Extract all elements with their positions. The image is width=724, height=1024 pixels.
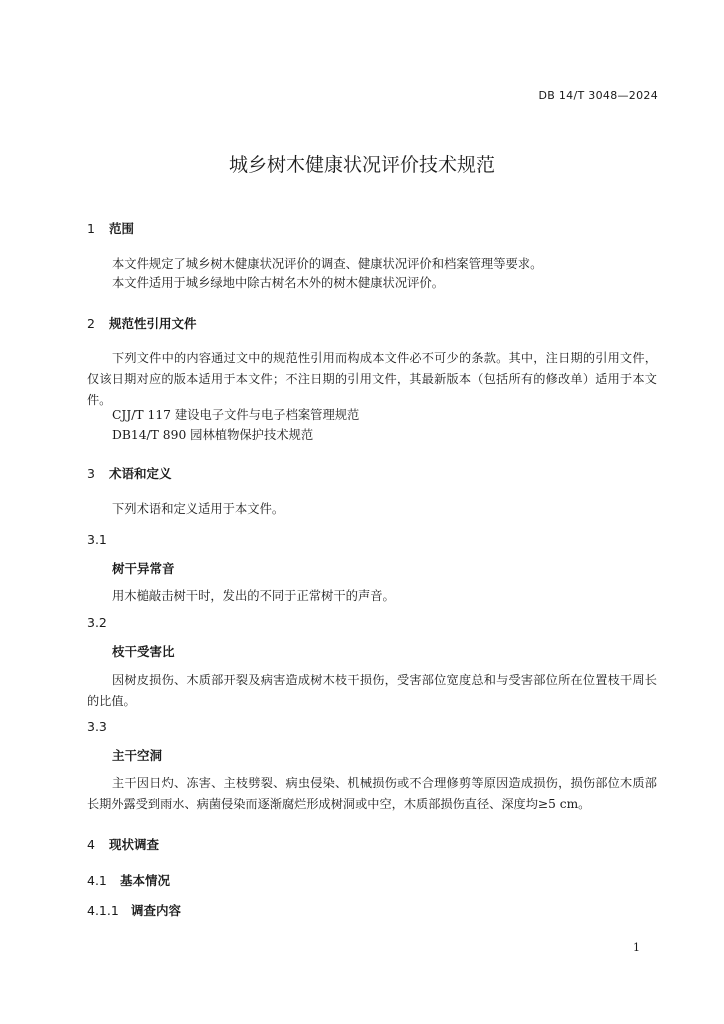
term-3-1-number: 3.1 <box>87 532 107 547</box>
document-title: 城乡树木健康状况评价技术规范 <box>228 154 495 176</box>
section-4-label: 现状调查 <box>109 837 160 852</box>
section-4-1-number: 4.1 <box>87 873 107 888</box>
page-number: 1 <box>633 941 640 954</box>
section-1-number: 1 <box>87 221 95 236</box>
section-3-label: 术语和定义 <box>109 466 172 481</box>
term-3-2-name: 枝干受害比 <box>112 644 175 659</box>
term-3-1-definition: 用木槌敲击树干时，发出的不同于正常树干的声音。 <box>112 589 395 603</box>
section-2-para-1: 下列文件中的内容通过文中的规范性引用而构成本文件必不可少的条款。其中，注日期的引用文件，仅该日期对应的版本适用于本文件；不注日期的引用文件，其最新版本（包括所有的修改单）适用于本文件。 <box>87 351 657 407</box>
section-4-1-1-label: 调查内容 <box>131 903 182 918</box>
section-2-heading <box>87 314 197 332</box>
section-1-para-2: 本文件适用于城乡绿地中除古树名木外的树木健康状况评价。 <box>112 276 445 290</box>
standard-code-header: DB 14/T 3048—2024 <box>538 89 658 102</box>
section-3-heading <box>87 464 172 482</box>
term-3-1-name: 树干异常音 <box>112 561 175 576</box>
reference-2: DB14/T 890 园林植物保护技术规范 <box>112 428 314 442</box>
section-4-1-label: 基本情况 <box>120 873 171 888</box>
section-4-1-1-number: 4.1.1 <box>87 903 119 918</box>
term-3-2-definition: 因树皮损伤、木质部开裂及病害造成树木枝干损伤，受害部位宽度总和与受害部位所在位置枝干周长的比值。 <box>87 673 657 708</box>
term-3-3-definition: 主干因日灼、冻害、主枝劈裂、病虫侵染、机械损伤或不合理修剪等原因造成损伤，损伤部位木质部长期外露受到雨水、病菌侵染而逐渐腐烂形成树洞或中空，木质部损伤直径、深度均≥5 cm。 <box>87 776 657 811</box>
section-1-heading <box>87 219 134 237</box>
section-3-number: 3 <box>87 466 95 481</box>
section-1-label: 范围 <box>109 221 135 236</box>
section-4-number: 4 <box>87 837 95 852</box>
section-4-1-heading <box>87 871 170 889</box>
reference-1: CJJ/T 117 建设电子文件与电子档案管理规范 <box>112 408 360 422</box>
section-2-number: 2 <box>87 316 95 331</box>
section-3-para-1: 下列术语和定义适用于本文件。 <box>112 502 285 516</box>
term-3-3-name: 主干空洞 <box>112 748 163 763</box>
section-2-label: 规范性引用文件 <box>109 316 197 331</box>
term-3-2-number: 3.2 <box>87 615 107 630</box>
term-3-3-number: 3.3 <box>87 719 107 734</box>
section-4-1-1-heading <box>87 901 181 919</box>
section-1-para-1: 本文件规定了城乡树木健康状况评价的调查、健康状况评价和档案管理等要求。 <box>112 257 543 271</box>
section-4-heading <box>87 835 159 853</box>
